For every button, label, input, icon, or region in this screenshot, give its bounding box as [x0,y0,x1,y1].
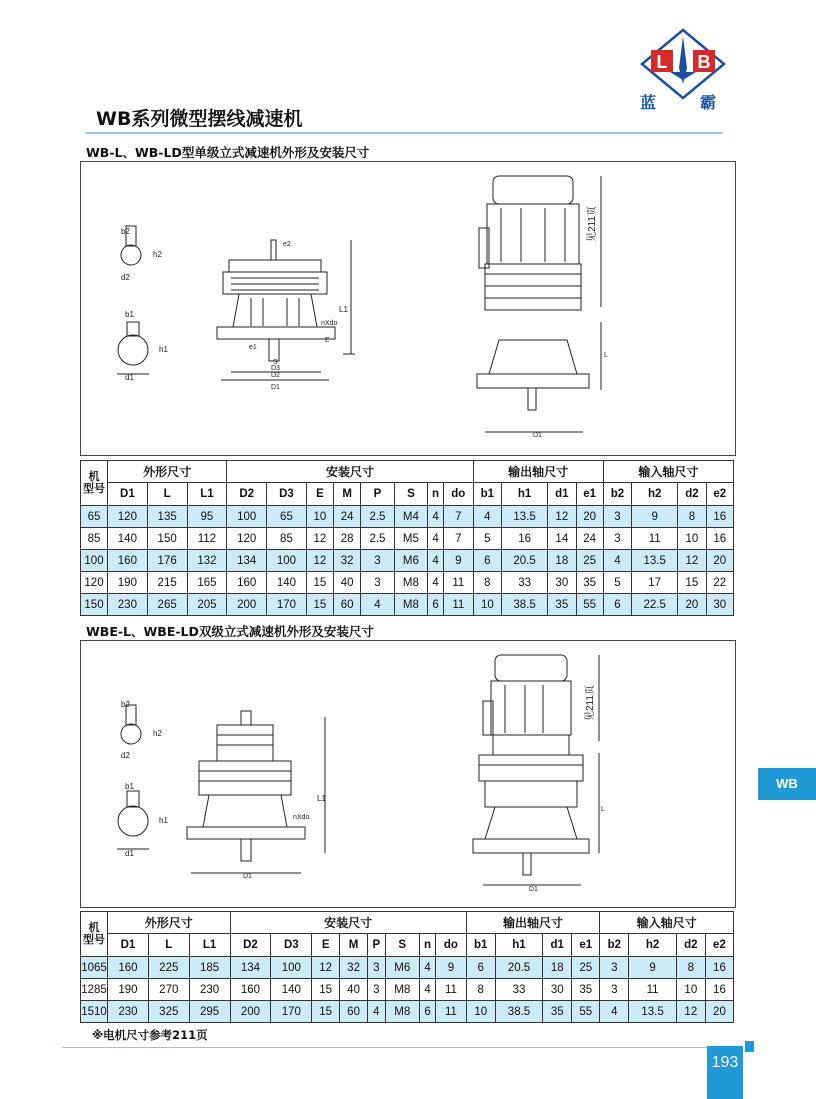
table-cell: 35 [543,1001,572,1023]
svg-text:h1: h1 [159,816,168,825]
table-cell: 11 [443,572,473,594]
model-cell: 1065 [81,957,108,979]
svg-text:nXdo: nXdo [293,814,310,821]
svg-text:D1: D1 [533,432,542,439]
group-out-shaft: 输出轴尺寸 [473,461,603,483]
table-cell: 160 [108,550,148,572]
table-cell: 22.5 [632,594,678,616]
table-cell: 170 [271,1001,312,1023]
table-cell: 40 [334,572,361,594]
table-cell: 32 [334,550,361,572]
table-cell: 225 [148,957,189,979]
table-cell: 12 [312,957,340,979]
table-cell: 4 [419,957,435,979]
table-cell: 9 [632,506,678,528]
group-outer: 外形尺寸 [108,912,231,934]
table-cell: 4 [428,572,444,594]
table-cell: 12 [306,528,333,550]
svg-text:d1: d1 [125,849,134,858]
motor-note: ※电机尺寸参考211页 [92,1028,208,1042]
table-cell: 100 [267,550,307,572]
table-cell: M8 [394,572,427,594]
table-cell: 24 [576,528,603,550]
page-marker [745,1041,754,1052]
column-header: n [428,483,444,506]
table-cell: 65 [267,506,307,528]
column-header: h2 [629,934,676,957]
svg-text:D2: D2 [271,372,280,379]
table-cell: 8 [473,572,501,594]
table-cell: 11 [443,594,473,616]
column-header: L [147,483,187,506]
table-cell: 10 [306,506,333,528]
table-cell: 12 [676,1001,705,1023]
table-cell: 6 [603,594,631,616]
table-cell: 16 [706,506,733,528]
model-header: 机 型号 [81,912,108,957]
svg-text:见211页: 见211页 [587,206,598,242]
table-cell: 9 [629,957,676,979]
table-row [81,1001,734,1023]
table-cell: 120 [108,506,148,528]
svg-text:见211页: 见211页 [585,685,596,721]
model-cell: 120 [81,572,108,594]
svg-text:h1: h1 [159,345,168,354]
page-title: WB系列微型摆线减速机 [96,108,303,130]
column-header: e2 [706,483,733,506]
column-header: h2 [632,483,678,506]
table-cell: 17 [632,572,678,594]
table-cell: 13.5 [632,550,678,572]
table-cell: 60 [340,1001,368,1023]
table-cell: 140 [267,572,307,594]
table-cell: 85 [267,528,307,550]
table-cell: 20 [678,594,706,616]
table-cell: 20 [705,1001,733,1023]
column-header: h1 [502,483,548,506]
column-header: h1 [495,934,542,957]
table-cell: 18 [543,957,572,979]
svg-text:d2: d2 [121,751,130,760]
table-cell: 20.5 [502,550,548,572]
table2-body [81,957,734,1023]
table-cell: 10 [466,1001,495,1023]
table-cell: 10 [676,979,705,1001]
table-cell: 185 [189,957,230,979]
table-cell: 160 [227,572,267,594]
column-header: n [419,934,435,957]
table2-column-headers [81,934,734,957]
svg-text:b1: b1 [125,310,134,319]
section-tab-wb[interactable]: WB [758,768,816,800]
table-cell: 134 [230,957,271,979]
column-header: do [436,934,466,957]
model-cell: 100 [81,550,108,572]
double-stage-drawing [81,641,735,907]
table-cell: 33 [495,979,542,1001]
table-cell: 200 [230,1001,271,1023]
table-cell: 150 [147,528,187,550]
svg-text:e1: e1 [249,344,257,351]
table-cell: M4 [394,506,427,528]
column-header: d2 [678,483,706,506]
table-cell: 2.5 [361,528,394,550]
table-cell: 95 [187,506,227,528]
table-cell: 20 [706,550,733,572]
column-header: D3 [271,934,312,957]
table-cell: M8 [385,979,419,1001]
table-cell: 170 [267,594,307,616]
group-install: 安装尺寸 [227,461,473,483]
table-cell: 230 [108,1001,149,1023]
model-cell: 65 [81,506,108,528]
svg-text:L: L [604,352,608,359]
table-cell: 10 [473,594,501,616]
table-row [81,506,734,528]
table-cell: 205 [187,594,227,616]
drawing-panel-1 [80,161,736,456]
column-header: do [443,483,473,506]
table-cell: 4 [361,594,394,616]
table2-header-row [81,912,734,934]
table-cell: 30 [548,572,576,594]
table-cell: 28 [334,528,361,550]
svg-text:D1: D1 [243,873,252,880]
table1-column-headers [81,483,734,506]
table-cell: 32 [340,957,368,979]
table-cell: 35 [576,572,603,594]
table-cell: 6 [473,550,501,572]
table-cell: 8 [678,506,706,528]
table-cell: 15 [306,594,333,616]
table-cell: 13.5 [629,1001,676,1023]
footer-divider [62,1047,742,1048]
table-cell: 160 [230,979,271,1001]
table-cell: 55 [572,1001,600,1023]
table-cell: 30 [543,979,572,1001]
table-cell: 295 [189,1001,230,1023]
table-cell: 16 [705,957,733,979]
svg-text:nXdo: nXdo [321,320,338,327]
table-cell: 16 [706,528,733,550]
table-row [81,594,734,616]
section2-subtitle: WBE-L、WBE-LD双级立式减速机外形及安装尺寸 [86,624,374,639]
model-cell: 1285 [81,979,108,1001]
table-cell: 12 [306,550,333,572]
table-cell: 40 [340,979,368,1001]
column-header: S [385,934,419,957]
table-cell: 12 [548,506,576,528]
column-header: b1 [466,934,495,957]
table-cell: 16 [502,528,548,550]
table-cell: 11 [629,979,676,1001]
table-cell: 7 [443,506,473,528]
table-cell: 165 [187,572,227,594]
table-cell: 4 [428,506,444,528]
table-cell: 33 [502,572,548,594]
column-header: L1 [189,934,230,957]
table-cell: 135 [147,506,187,528]
table-cell: 35 [572,979,600,1001]
table1-body [81,506,734,616]
table-cell: 4 [603,550,631,572]
column-header: S [394,483,427,506]
table-cell: 230 [189,979,230,1001]
page-number: 193 [707,1046,743,1099]
table-cell: 60 [334,594,361,616]
svg-text:d1: d1 [125,373,134,382]
table-cell: 30 [706,594,733,616]
svg-text:b1: b1 [125,782,134,791]
table-cell: 3 [368,957,386,979]
svg-text:L1: L1 [339,305,348,314]
column-header: L [148,934,189,957]
table-cell: 15 [312,979,340,1001]
table-cell: 134 [227,550,267,572]
column-header: D3 [267,483,307,506]
svg-text:E: E [325,337,330,344]
table-cell: 9 [436,957,466,979]
table-cell: 3 [361,572,394,594]
title-divider [86,132,722,134]
svg-text:D1: D1 [271,384,280,391]
table-cell: 120 [227,528,267,550]
svg-text:e2: e2 [283,241,291,248]
table-cell: 5 [473,528,501,550]
table-cell: 6 [466,957,495,979]
table-cell: 4 [419,979,435,1001]
svg-text:b2: b2 [121,700,130,709]
table-cell: 20 [576,506,603,528]
model-cell: 150 [81,594,108,616]
table-cell: 100 [227,506,267,528]
column-header: d1 [543,934,572,957]
table-cell: 265 [147,594,187,616]
group-in-shaft: 输入轴尺寸 [600,912,734,934]
column-header: M [340,934,368,957]
table-cell: 7 [443,528,473,550]
column-header: b2 [600,934,629,957]
table-cell: 9 [443,550,473,572]
table-cell: 10 [678,528,706,550]
group-outer: 外形尺寸 [108,461,227,483]
table-cell: 160 [108,957,149,979]
table-row [81,550,734,572]
brand-logo [640,28,726,110]
logo-cn-left: 蓝 [640,93,657,112]
table-cell: 6 [419,1001,435,1023]
table-cell: 325 [148,1001,189,1023]
column-header: L1 [187,483,227,506]
svg-text:h2: h2 [153,729,162,738]
table1-header-row [81,461,734,483]
table-cell: 4 [368,1001,386,1023]
table-cell: 3 [603,528,631,550]
table-row [81,572,734,594]
table-cell: M5 [394,528,427,550]
table-cell: 13.5 [502,506,548,528]
table-cell: 15 [306,572,333,594]
table-row [81,979,734,1001]
table-cell: 11 [436,1001,466,1023]
table-cell: 24 [334,506,361,528]
table-cell: M8 [394,594,427,616]
column-header: D1 [108,934,149,957]
table-cell: 35 [548,594,576,616]
table-cell: 4 [473,506,501,528]
table-cell: 18 [548,550,576,572]
table-cell: 3 [600,957,629,979]
table-cell: 190 [108,979,149,1001]
table-cell: 20.5 [495,957,542,979]
column-header: D2 [230,934,271,957]
svg-text:L1: L1 [317,794,326,803]
table-cell: 25 [572,957,600,979]
table-cell: 270 [148,979,189,1001]
table-cell: 3 [368,979,386,1001]
table-cell: 11 [632,528,678,550]
table-row [81,528,734,550]
table-cell: 38.5 [502,594,548,616]
table-cell: 14 [548,528,576,550]
table-cell: 132 [187,550,227,572]
column-header: d1 [548,483,576,506]
table-cell: 4 [428,550,444,572]
section1-subtitle: WB-L、WB-LD型单级立式减速机外形及安装尺寸 [86,145,370,160]
table-cell: 215 [147,572,187,594]
column-header: b2 [603,483,631,506]
logo-cn-right: 霸 [700,93,717,112]
table-cell: 140 [271,979,312,1001]
table-cell: 22 [706,572,733,594]
table-cell: M6 [394,550,427,572]
table-cell: 55 [576,594,603,616]
table-cell: 16 [705,979,733,1001]
table-cell: 200 [227,594,267,616]
column-header: e1 [572,934,600,957]
group-out-shaft: 输出轴尺寸 [466,912,600,934]
column-header: e1 [576,483,603,506]
table-cell: 12 [678,550,706,572]
table-cell: 3 [361,550,394,572]
table-cell: 3 [603,506,631,528]
model-header: 机 型号 [81,461,108,506]
table-cell: 176 [147,550,187,572]
column-header: M [334,483,361,506]
column-header: d2 [676,934,705,957]
table-cell: 11 [436,979,466,1001]
table-cell: 230 [108,594,148,616]
column-header: D1 [108,483,148,506]
table-cell: 8 [676,957,705,979]
table-cell: 112 [187,528,227,550]
svg-text:d2: d2 [121,273,130,282]
column-header: D2 [227,483,267,506]
svg-text:S: S [273,359,278,366]
column-header: P [361,483,394,506]
logo-letter-b: B [697,52,711,72]
table-cell: 4 [600,1001,629,1023]
group-install: 安装尺寸 [230,912,466,934]
table-cell: 15 [312,1001,340,1023]
model-cell: 1510 [81,1001,108,1023]
table-cell: 140 [108,528,148,550]
table-cell: 25 [576,550,603,572]
svg-text:L: L [601,806,605,813]
group-in-shaft: 输入轴尺寸 [603,461,733,483]
svg-text:D1: D1 [529,886,538,893]
table-cell: 2.5 [361,506,394,528]
column-header: E [306,483,333,506]
logo-letter-l: L [656,52,668,72]
column-header: E [312,934,340,957]
column-header: e2 [705,934,733,957]
table-cell: 8 [466,979,495,1001]
spec-table-2 [80,911,734,1023]
table-cell: 100 [271,957,312,979]
table-cell: M8 [385,1001,419,1023]
table-cell: M6 [385,957,419,979]
single-stage-drawing [81,162,735,455]
table-cell: 4 [428,528,444,550]
svg-text:b2: b2 [121,227,130,236]
drawing-panel-2 [80,640,736,908]
model-cell: 85 [81,528,108,550]
table-row [81,957,734,979]
table-cell: 190 [108,572,148,594]
svg-text:h2: h2 [153,250,162,259]
table-cell: 5 [603,572,631,594]
svg-text:D3: D3 [271,365,280,372]
spec-table-1 [80,460,734,616]
column-header: P [368,934,386,957]
table-cell: 15 [678,572,706,594]
table-cell: 6 [428,594,444,616]
table-cell: 3 [600,979,629,1001]
table-cell: 38.5 [495,1001,542,1023]
column-header: b1 [473,483,501,506]
